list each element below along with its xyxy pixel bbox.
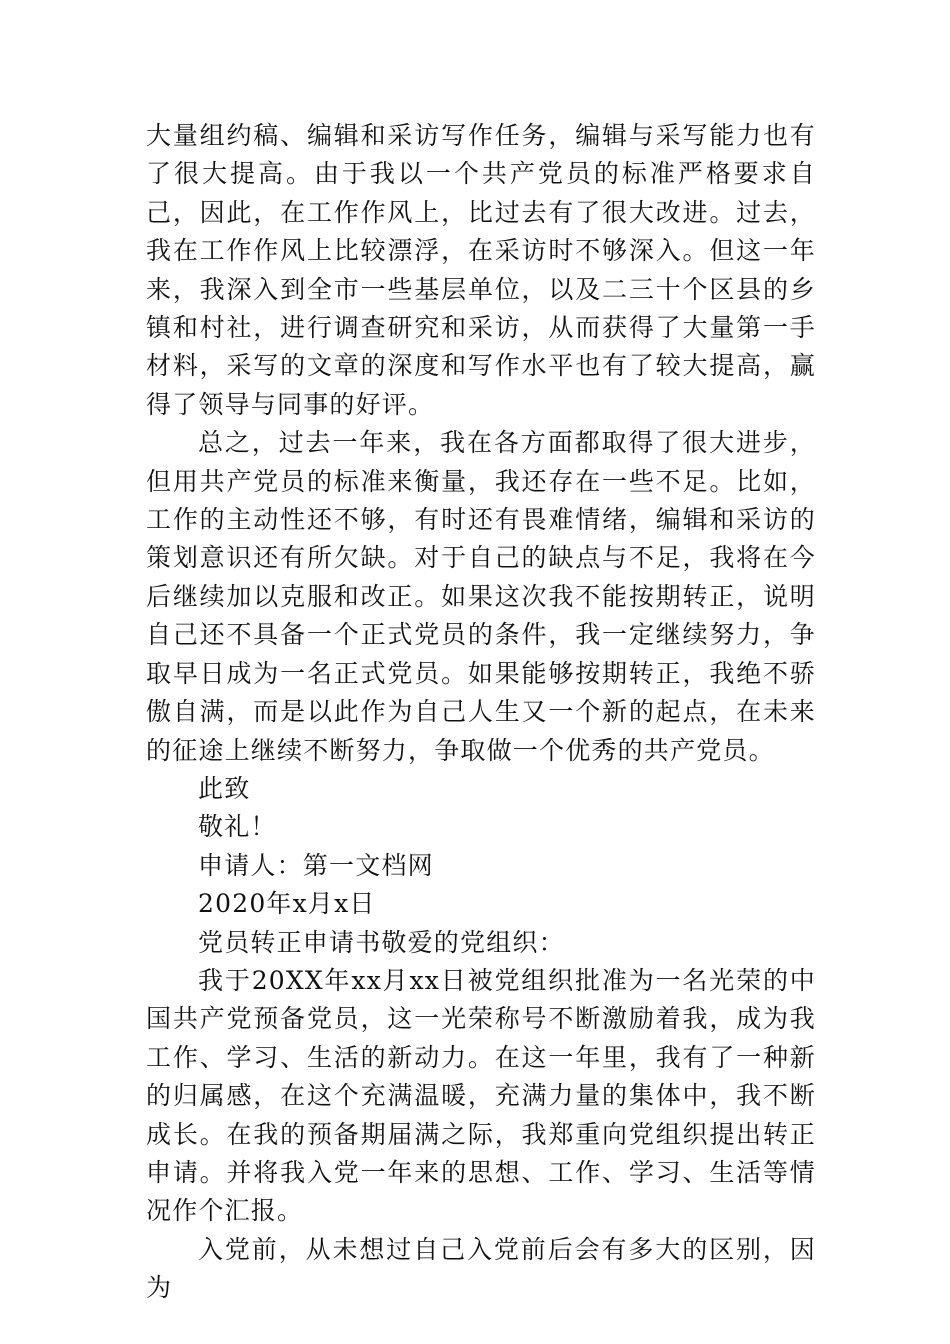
closing-salutation: 此致 [198,773,251,803]
paragraph-approval: 我于20XX年xx月xx日被党组织批准为一名光荣的中国共产党预备党员，这一光荣称号不断激励着我，成为我工作、学习、生活的新动力。在这一年里，我有了一种新的归属感，在这个充满温暖，充满力量的集体中，我不断成长。在我的预备期届满之际，我郑重向党组织提出转正申请。并将我入党一年来的思想、工作、学习、生活等情况作个汇报。 [146,965,816,1226]
paragraph-before-joining: 入党前，从未想过自己入党前后会有多大的区别，因为 [146,1234,816,1303]
paragraph-summary: 总之，过去一年来，我在各方面都取得了很大进步，但用共产党员的标准来衡量，我还存在一些不足。比如，工作的主动性还不够，有时还有畏难情绪，编辑和采访的策划意识还有所欠缺。对于自己的缺点与不足，我将在今后继续加以克服和改正。如果这次我不能按期转正，说明自己还不具备一个正式党员的条件，我一定继续努力，争取早日成为一名正式党员。如果能够按期转正，我绝不骄傲自满，而是以此作为自己人生又一个新的起点，在未来的征途上继续不断努力，争取做一个优秀的共产党员。 [146,428,816,765]
date-line: 2020年x月x日 [198,889,376,919]
closing-regards: 敬礼！ [198,812,277,842]
new-letter-heading: 党员转正申请书敬爱的党组织： [198,927,565,957]
paragraph-work-style: 大量组约稿、编辑和采访写作任务，编辑与采写能力也有了很大提高。由于我以一个共产党员的标准严格要求自己，因此，在工作作风上，比过去有了很大改进。过去，我在工作作风上比较漂浮，在采访时不够深入。但这一年来，我深入到全市一些基层单位，以及二三十个区县的乡镇和村社，进行调查研究和采访，从而获得了大量第一手材料，采写的文章的深度和写作水平也有了较大提高，赢得了领导与同事的好评。 [146,121,816,419]
applicant-line: 申请人：第一文档网 [198,850,434,880]
document-body [146,117,816,1308]
